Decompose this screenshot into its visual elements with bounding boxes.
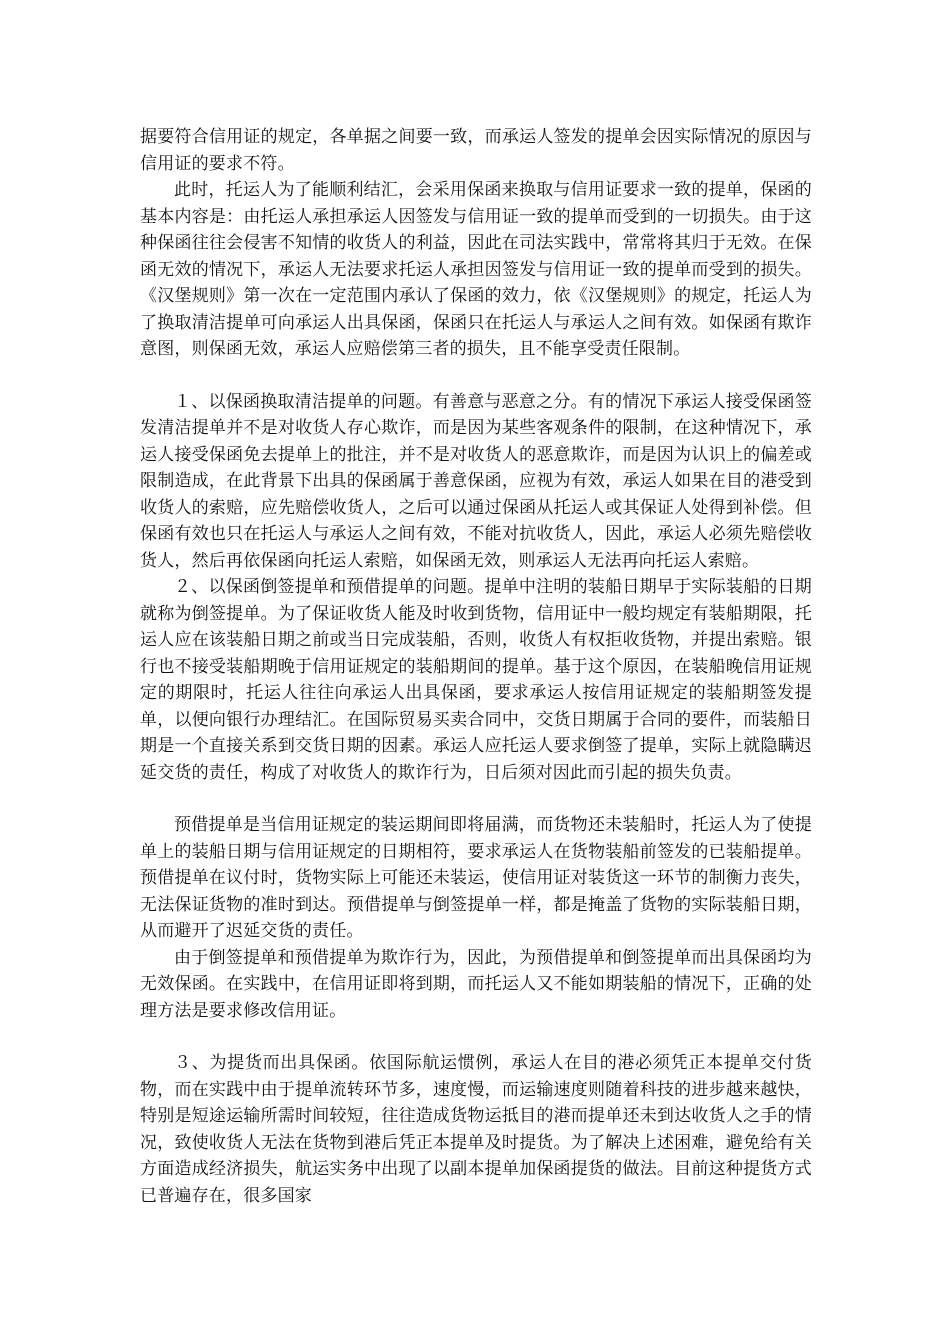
- paragraph-invalid-guarantee: 由于倒签提单和预借提单为欺诈行为，因此，为预借提单和倒签提单而出具保函均为无效保函。在实践中，在信用证即将到期，而托运人又不能如期装船的情况下，正确的处理方法是要求修改信用证。: [140, 947, 812, 1021]
- paragraph-gap: [140, 786, 812, 812]
- paragraph-gap: [140, 1024, 812, 1050]
- paragraph-clean-bill: １、以保函换取清洁提单的问题。有善意与恶意之分。有的情况下承运人接受保函签发清洁提单并不是对收货人存心欺诈，而是因为某些客观条件的限制，在这种情况下，承运人接受保函免去提单上的批注，并不是对收货人的恶意欺诈，而是因为认识上的偏差或限制造成，在此背景下出具的保函属于善意保函，应视为有效，承运人如果在目的港受到收货人的索赔，应先赔偿收货人，之后可以通过保函从托运人或其保证人处得到补偿。但保函有效也只在托运人与承运人之间有效，不能对抗收货人，因此，承运人必须先赔偿收货人，然后再依保函向托运人索赔，如保函无效，则承运人无法再向托运人索赔。: [140, 391, 812, 571]
- paragraph-gap: [140, 363, 812, 389]
- paragraph-backdated-bill: ２、以保函倒签提单和预借提单的问题。提单中注明的装船日期早于实际装船的日期就称为倒签提单。为了保证收货人能及时收到货物，信用证中一般均规定有装船期限，托运人应在该装船日期之前或当日完成装船，否则，收货人有权拒收货物，并提出索赔。银行也不接受装船期晚于信用证规定的装船期间的提单。基于这个原因，在装船晚信用证规定的期限时，托运人往往向承运人出具保函，要求承运人按信用证规定的装船期签发提单，以便向银行办理结汇。在国际贸易买卖合同中，交货日期属于合同的要件，而装船日期是一个直接关系到交货日期的因素。承运人应托运人要求倒签了提单，实际上就隐瞒迟延交货的责任，构成了对收货人的欺诈行为，日后须对因此而引起的损失负责。: [140, 577, 812, 783]
- paragraph-continuation: 据要符合信用证的规定，各单据之间要一致，而承运人签发的提单会因实际情况的原因与信用证的要求不符。: [140, 127, 812, 174]
- paragraph-advanced-bill: 预借提单是当信用证规定的装运期间即将届满，而货物还未装船时，托运人为了使提单上的装船日期与信用证规定的日期相符，要求承运人在货物装船前签发的已装船提单。预借提单在议付时，货物实际上可能还未装运，使信用证对装货这一环节的制衡力丧失，无法保证货物的准时到达。预借提单与倒签提单一样，都是掩盖了货物的实际装船日期，从而避开了迟延交货的责任。: [140, 815, 812, 941]
- paragraph-guarantee-intro: 此时，托运人为了能顺利结汇，会采用保函来换取与信用证要求一致的提单，保函的基本内容是：由托运人承担承运人因签发与信用证一致的提单而受到的一切损失。由于这种保函往往会侵害不知情的收货人的利益，因此在司法实践中，常常将其归于无效。在保函无效的情况下，承运人无法要求托运人承担因签发与信用证一致的提单而受到的损失。《汉堡规则》第一次在一定范围内承认了保函的效力，依《汉堡规则》的规定，托运人为了换取清洁提单可向承运人出具保函，保函只在托运人与承运人之间有效。如保函有欺诈意图，则保函无效，承运人应赔偿第三者的损失，且不能享受责任限制。: [140, 180, 812, 359]
- document-body: [140, 124, 812, 1209]
- paragraph-delivery-guarantee: ３、为提货而出具保函。依国际航运惯例，承运人在目的港必须凭正本提单交付货物，而在实践中由于提单流转环节多，速度慢，而运输速度则随着科技的进步越来越快，特别是短途运输所需时间较短，往往造成货物运抵目的港而提单还未到达收货人之手的情况，致使收货人无法在货物到港后凭正本提单及时提货。为了解决上述困难，避免给有关方面造成经济损失，航运实务中出现了以副本提单加保函提货的做法。目前这种提货方式已普遍存在，很多国家: [140, 1053, 812, 1206]
